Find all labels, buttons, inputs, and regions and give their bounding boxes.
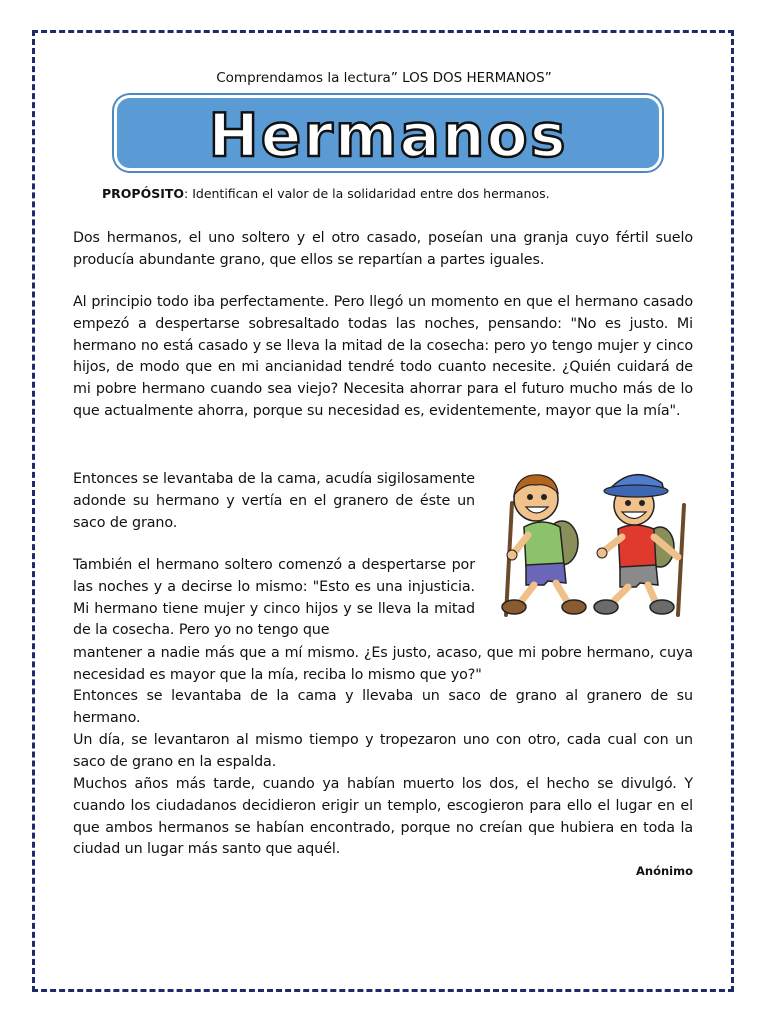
story-paragraph-4: También el hermano soltero comenzó a despertarse por las noches y a decirse lo mismo: "Esto es una injusticia. Mi hermano tiene mujer y cinco hijos y se lleva la mitad de la cosecha. Pero yo no tengo que <box>73 557 475 639</box>
story-paragraph-1: Dos hermanos, el uno soltero y el otro casado, poseían una granja cuyo fértil suelo producía abundante grano, que ellos se repartían a partes iguales. <box>73 230 693 268</box>
story-paragraph-4-continued: mantener a nadie más que a mí mismo. ¿Es justo, acaso, que mi pobre hermano, cuya necesidad es mayor que la mía, reciba lo mismo que yo?" <box>73 645 693 683</box>
story-paragraph-5: Entonces se levantaba de la cama y llevaba un saco de grano al granero de su hermano. <box>73 688 693 726</box>
title-banner <box>114 95 662 171</box>
story-paragraph-6: Un día, se levantaron al mismo tiempo y tropezaron uno con otro, cada cual con un saco de grano en la espalda. <box>73 732 693 770</box>
title-banner-art <box>117 98 659 168</box>
purpose-text: : Identifican el valor de la solidaridad entre dos hermanos. <box>184 186 550 201</box>
title-text: Hermanos <box>208 101 568 168</box>
right-hiker-icon <box>594 475 684 615</box>
reading-subtitle: Comprendamos la lectura” LOS DOS HERMANOS” <box>216 70 552 86</box>
purpose-label: PROPÓSITO <box>102 186 185 201</box>
story-paragraph-3: Entonces se levantaba de la cama, acudía sigilosamente adonde su hermano y vertía en el granero de éste un saco de grano. <box>73 471 475 531</box>
purpose-line <box>102 186 550 201</box>
left-hiker-icon <box>502 475 586 615</box>
two-hikers-illustration <box>484 465 700 625</box>
story-paragraph-7: Muchos años más tarde, cuando ya habían muerto los dos, el hecho se divulgó. Y cuando los ciudadanos decidieron erigir un templo, escogieron para ello el lugar en el que ambos hermanos se habían encontrado, porque no creían que hubiera en toda la ciudad un lugar más santo que aquél. <box>73 776 693 858</box>
story-paragraph-2: Al principio todo iba perfectamente. Pero llegó un momento en que el hermano casado empezó a despertarse sobresaltado todas las noches, pensando: "No es justo. Mi hermano no está casado y se lleva la mitad de la cosecha: pero yo tengo mujer y cinco hijos, de modo que en mi ancianidad tendré todo cuanto necesite. ¿Quién cuidará de mi pobre hermano cuando sea viejo? Necesita ahorrar para el futuro mucho más de lo que actualmente ahorra, porque su necesidad es, evidentemente, mayor que la mía". <box>73 294 693 419</box>
author-credit: Anónimo <box>636 864 694 878</box>
